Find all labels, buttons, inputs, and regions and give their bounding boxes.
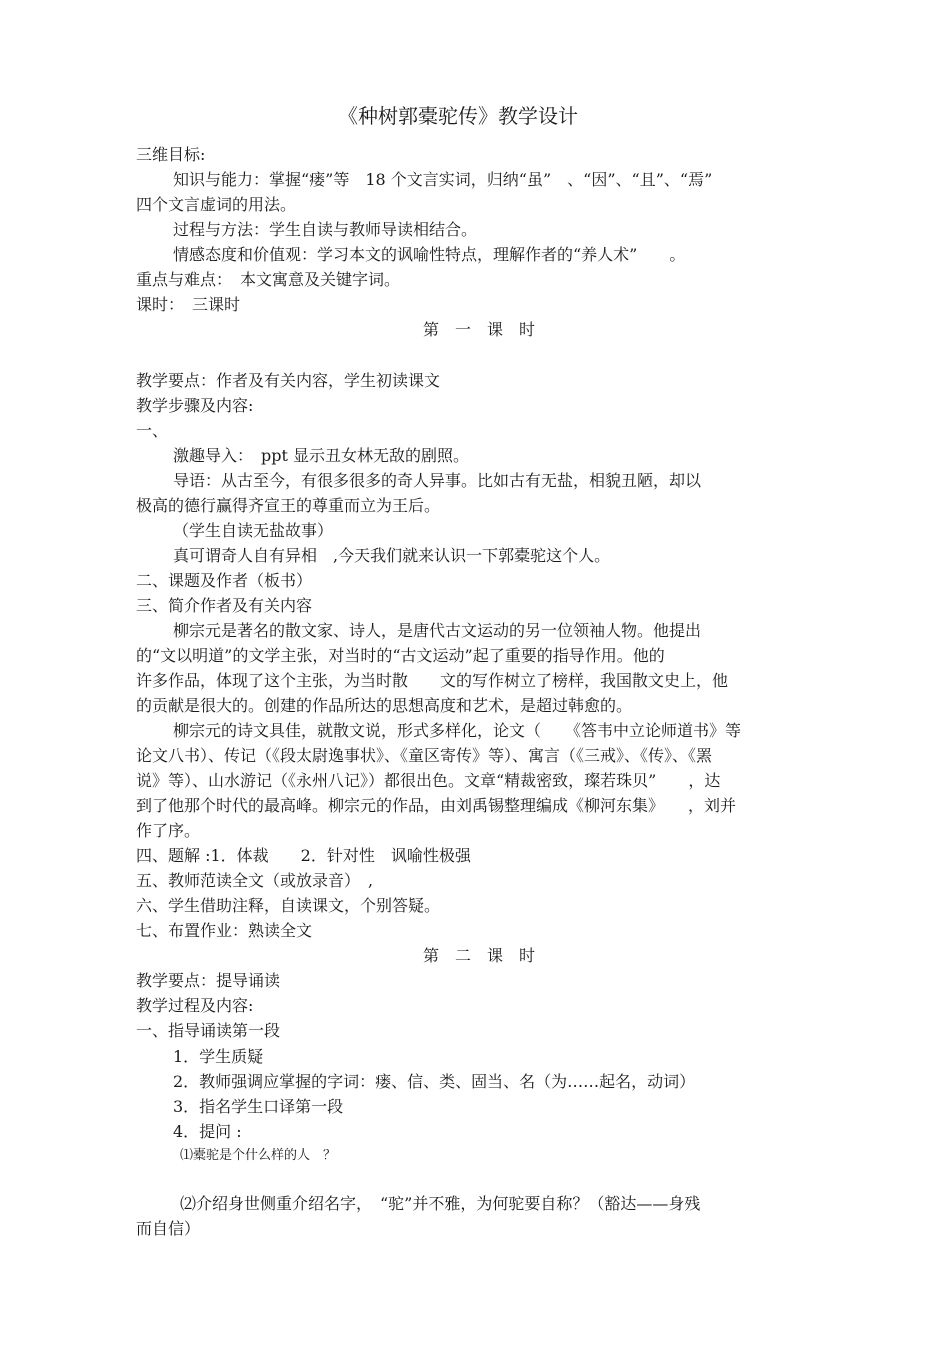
lesson1-heading: 第 一 课 时 — [423, 320, 536, 339]
lesson2-item4: 4．提问 : — [173, 1122, 242, 1141]
goal-process: 过程与方法：学生自读与教师导读相结合。 — [173, 220, 478, 239]
author-para2-line1: 柳宗元的诗文具佳，就散文说，形式多样化，论文（ 《答韦中立论师道书》等 — [173, 721, 742, 740]
author-para2-line2: 论文八书）、传记（《段太尉逸事状》、《童区寄传》等）、寓言（《三戒》、《传》、《罴 — [136, 746, 713, 765]
goal-knowledge-line1: 知识与能力：掌握“瘘”等 18 个文言实词，归纳“虽” 、“因”、“且”、“焉” — [173, 170, 713, 189]
class-periods: 课时： 三课时 — [136, 295, 241, 314]
lesson1-lead-line1: 导语：从古至今，有很多很多的奇人异事。比如古有无盐，相貌丑陋，却以 — [173, 471, 702, 490]
lesson2-question2-line1: ⑵介绍身世侧重介绍名字， “驼”并不雅，为何驼要自称？（豁达——身残 — [180, 1194, 701, 1213]
lesson1-intro: 激趣导入： ppt 显示丑女林无敌的剧照。 — [173, 446, 470, 465]
lesson1-step5: 五、教师范读全文（或放录音） , — [136, 871, 374, 890]
author-para2-line3: 说》等）、山水游记（《永州八记》）都很出色。文章“精裁密致，璨若珠贝” ，达 — [136, 771, 721, 790]
author-para1-line2: 的“文以明道”的文学主张，对当时的“古文运动”起了重要的指导作用。他的 — [136, 646, 665, 665]
lesson1-transition: 真可谓奇人自有异相 ,今天我们就来认识一下郭橐驼这个人。 — [173, 546, 611, 565]
goals-heading: 三维目标: — [136, 145, 206, 164]
lesson2-item3: 3．指名学生口译第一段 — [173, 1097, 344, 1116]
lesson1-self-read: （学生自读无盐故事） — [173, 521, 334, 540]
lesson1-lead-line2: 极高的德行赢得齐宣王的尊重而立为王后。 — [136, 496, 441, 515]
author-para2-line5: 作了序。 — [136, 821, 201, 840]
lesson2-focus: 教学要点：提导诵读 — [136, 971, 281, 990]
lesson1-step7: 七、布置作业：熟读全文 — [136, 921, 313, 940]
lesson1-focus: 教学要点：作者及有关内容，学生初读课文 — [136, 371, 441, 390]
lesson1-steps-heading: 教学步骤及内容: — [136, 396, 254, 415]
key-points: 重点与难点： 本文寓意及关键字词。 — [136, 270, 401, 289]
lesson2-part1: 一、指导诵读第一段 — [136, 1021, 281, 1040]
author-para1-line4: 的贡献是很大的。创建的作品所达的思想高度和艺术，是超过韩愈的。 — [136, 696, 633, 715]
lesson1-step6: 六、学生借助注释，自读课文，个别答疑。 — [136, 896, 441, 915]
document-title: 《种树郭橐驼传》教学设计 — [338, 104, 578, 128]
lesson1-step1: 一、 — [136, 421, 169, 440]
lesson2-item1: 1．学生质疑 — [173, 1047, 264, 1066]
goal-knowledge-line2: 四个文言虚词的用法。 — [136, 195, 297, 214]
lesson1-step2: 二、课题及作者（板书） — [136, 571, 313, 590]
author-para1-line1: 柳宗元是著名的散文家、诗人，是唐代古文运动的另一位领袖人物。他提出 — [173, 621, 702, 640]
lesson1-step3: 三、简介作者及有关内容 — [136, 596, 313, 615]
goal-emotion: 情感态度和价值观：学习本文的讽喻性特点，理解作者的“养人术” 。 — [173, 245, 686, 264]
lesson2-question2-line2: 而自信） — [136, 1219, 201, 1238]
lesson2-question1: ⑴橐驼是个什么样的人 ？ — [180, 1148, 337, 1163]
lesson2-item2: 2．教师强调应掌握的字词：瘘、信、类、固当、名（为……起名，动词） — [173, 1072, 696, 1091]
lesson2-heading: 第 二 课 时 — [423, 946, 536, 965]
lesson2-process-heading: 教学过程及内容: — [136, 996, 254, 1015]
lesson1-step4: 四、题解 :1．体裁 2．针对性 讽喻性极强 — [136, 846, 471, 865]
author-para2-line4: 到了他那个时代的最高峰。柳宗元的作品，由刘禹锡整理编成《柳河东集》 ，刘并 — [136, 796, 737, 815]
author-para1-line3: 许多作品，体现了这个主张，为当时散 文的写作树立了榜样，我国散文史上，他 — [136, 671, 729, 690]
